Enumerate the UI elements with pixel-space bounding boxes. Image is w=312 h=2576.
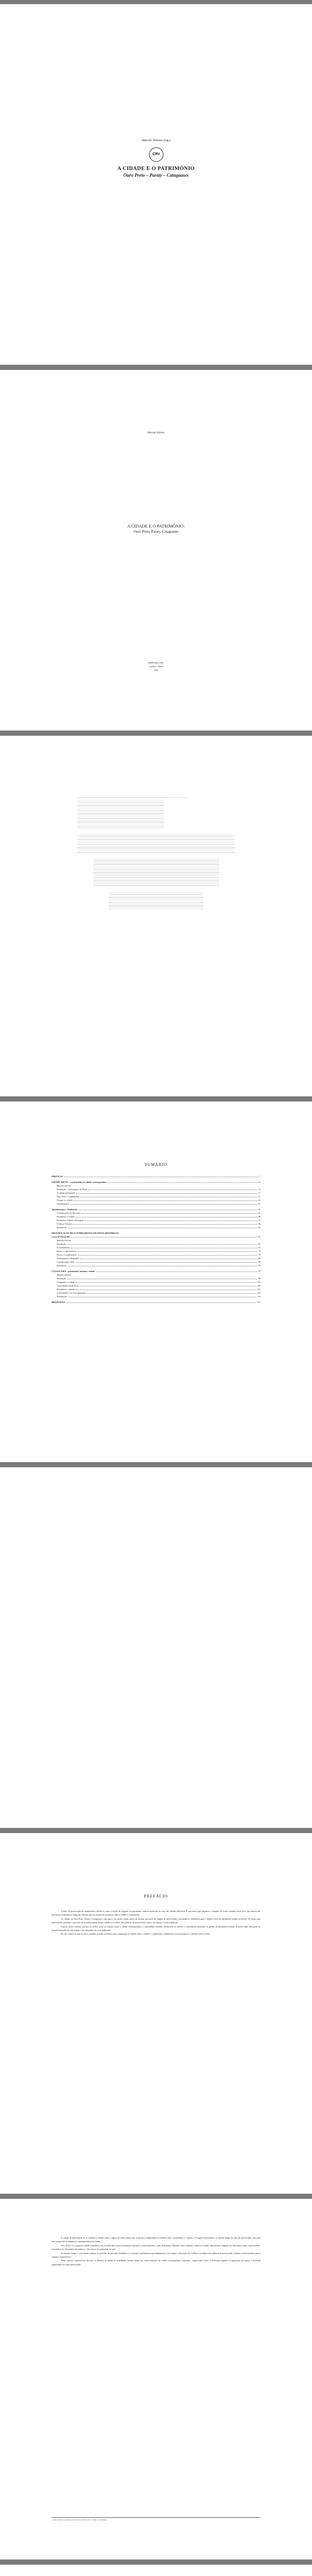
toc-row[interactable] [52, 1242, 260, 1246]
toc-title: o caso de Paraty/RJ [52, 1235, 70, 1238]
toc-leader [78, 1251, 257, 1252]
toc-title: Marcelo Silveira [57, 1274, 72, 1276]
toc-title: Introdução [57, 1277, 67, 1280]
toc-title: Apontamentos [57, 1202, 70, 1205]
toc-title: Referências [57, 1226, 67, 1229]
chapter-page [0, 2199, 312, 2560]
toc-row[interactable] [52, 1222, 260, 1226]
toc-row[interactable] [52, 1235, 260, 1239]
toc-title: IDENTIFICAÇÃO PELO TOMBAMENTO EM SÍTIOS HISTÓRICOS – [52, 1232, 120, 1234]
sumario-heading: SUMÁRIO [144, 1162, 168, 1167]
toc-row[interactable] [52, 1291, 260, 1295]
toc-row[interactable] [52, 1249, 260, 1253]
toc-title: A cidade patrimonial [57, 1192, 75, 1194]
toc-page: 97 [258, 1270, 260, 1273]
toc-row[interactable] [52, 1218, 260, 1222]
footnote: 1 Texto baseado na pesquisa de doutorado do autor sobre a cidade e o patrimônio. [52, 2517, 260, 2521]
toc-row[interactable] [52, 1246, 260, 1249]
toc-page: 17 [258, 1192, 260, 1194]
toc-row[interactable] [52, 1280, 260, 1284]
blank-page [0, 1467, 312, 1828]
toc-row[interactable] [52, 1269, 260, 1273]
toc-row[interactable] [52, 1260, 260, 1264]
toc-title: Paraty: o sítio histórico [57, 1250, 77, 1252]
toc-leader [76, 1262, 257, 1263]
toc-page: 21 [258, 1195, 260, 1198]
toc-page: 72 [258, 1246, 260, 1249]
prefacio-page [0, 1833, 312, 2194]
toc-page: 13 [258, 1188, 260, 1191]
toc-title: CIDADE PRETO – o patrimônio na cidade contemporânea [52, 1181, 107, 1183]
toc-leader [73, 1224, 257, 1225]
toc-title: O patrimônio modernista [57, 1284, 79, 1287]
toc-page: 99 [258, 1277, 260, 1280]
toc-leader [87, 1293, 256, 1294]
toc-page: 7 [259, 1175, 260, 1178]
toc-title: Introdução [57, 1243, 67, 1245]
toc-row[interactable] [52, 1198, 260, 1202]
toc-row[interactable] [52, 1226, 260, 1229]
toc-page: 35 [258, 1208, 260, 1211]
toc-page: 58 [258, 1223, 260, 1225]
toc-row[interactable] [52, 1175, 260, 1178]
toc-row[interactable] [52, 1264, 260, 1267]
table-of-contents [52, 1175, 260, 1304]
copyright-page [0, 736, 312, 1096]
toc-page: 112 [257, 1288, 260, 1291]
toc-page: 46 [258, 1215, 260, 1218]
toc-page: 124 [257, 1295, 260, 1298]
half-title-place: Curitiba – Brasil [149, 665, 163, 668]
toc-page: 31 [258, 1202, 260, 1205]
toc-title: BIOGRAFIAS [52, 1301, 65, 1303]
toc-leader [67, 1244, 257, 1245]
toc-leader [107, 1182, 257, 1183]
toc-leader [73, 1200, 257, 1201]
toc-page: 67 [258, 1235, 260, 1238]
toc-row[interactable] [52, 1184, 260, 1188]
toc-row[interactable] [52, 1191, 260, 1195]
cover-page [0, 4, 312, 365]
toc-page: 79 [258, 1253, 260, 1256]
toc-page: 118 [257, 1292, 260, 1294]
toc-page: 127 [257, 1301, 260, 1303]
toc-row[interactable] [52, 1253, 260, 1257]
toc-title: Patrimônio e Cidade [57, 1215, 75, 1218]
toc-title: Patrimônio e turismo [57, 1288, 75, 1291]
cover-editor: Marcelo Silveira (org.) [141, 139, 171, 142]
toc-row[interactable] [52, 1215, 260, 1218]
toc-page: 63 [258, 1226, 260, 1229]
toc-row[interactable] [52, 1208, 260, 1211]
toc-leader [76, 1282, 256, 1283]
toc-row[interactable] [52, 1295, 260, 1298]
toc-row[interactable] [52, 1273, 260, 1277]
toc-page: 84 [258, 1257, 260, 1260]
toc-page: 75 [258, 1250, 260, 1252]
toc-page: 52 [258, 1219, 260, 1222]
copyright-block [77, 798, 235, 909]
toc-leader [67, 1302, 256, 1303]
toc-page: 90 [258, 1261, 260, 1263]
toc-leader [70, 1204, 257, 1205]
toc-title: Ouro Preto e o patrimônio [57, 1195, 79, 1198]
toc-row[interactable] [52, 1284, 260, 1287]
toc-title: O patrimônio e os seus habitantes [57, 1292, 86, 1294]
prefacio-text: A ideia de preservação de monumentos históricos como a noção de conjunto ou patrimônio cultural aparecem no caso das cidades históricas. É essa busca que perpassa o conjunto de textos reunidos neste livro, que nasceu das discussões realizadas ao longo dos últimos anos no âmbito de pesquisas sobre a cidade e o patrimônio. As cidades de Ouro Preto, Paraty e Cataguases, cada uma a seu modo, foram objeto de atenção por parte dos órgãos de preservação, e tornaram-se referências para o debate acerca do patrimônio urbano no Brasil. Os textos aqui apresentados analisam o processo de reconhecimento destas cidades e os efeitos das políticas de preservação sobre o seu espaço e a sua população. A partir destes estudos, procura-se refletir sobre as relações entre a cidade contemporânea e o patrimônio herdado, destacando as tensões e contradições presentes na gestão do patrimônio urbano. A preservação não pode ser pensada apartada da vida urbana e das demandas dos seus habitantes. Por fim, espera-se que os textos reunidos possam contribuir para a ampliação do debate sobre a cidade e o patrimônio, estimulando novas pesquisas e reflexões sobre o tema. [52, 1910, 260, 1936]
toc-row[interactable] [52, 1287, 260, 1291]
toc-row[interactable] [52, 1195, 260, 1198]
toc-title: PREFÁCIO [52, 1175, 63, 1178]
toc-page: 106 [257, 1284, 260, 1287]
toc-title: O tombamento [57, 1246, 70, 1249]
toc-leader [81, 1213, 257, 1214]
toc-row[interactable] [52, 1211, 260, 1215]
toc-row[interactable] [52, 1257, 260, 1260]
toc-row[interactable] [52, 1180, 260, 1184]
prefacio-heading: PREFÁCIO [144, 1894, 168, 1899]
cover-title: A CIDADE E O PATRIMÔNIO [117, 166, 195, 172]
toc-page: 102 [257, 1281, 260, 1283]
toc-row[interactable] [52, 1239, 260, 1242]
half-title-year: 2016 [154, 669, 158, 671]
toc-title: Patrimônio Urbano e Paisagem [57, 1219, 84, 1222]
half-title-publisher: EDITORA CRV [148, 662, 164, 664]
half-title-editor: Marcelo Silveira [147, 432, 165, 434]
toc-row[interactable] [52, 1277, 260, 1280]
body-page [0, 2565, 312, 2576]
toc-leader [71, 1237, 257, 1238]
toc-title: Cataguases: a cidade [57, 1281, 75, 1283]
crv-logo: CRV [149, 147, 163, 162]
half-title-subtitle: Ouro Preto, Paraty, Cataguases [134, 530, 178, 534]
toc-title: Apontamentos e Tendências [52, 1208, 77, 1211]
toc-title: Referências [57, 1264, 67, 1267]
toc-page: 41 [258, 1212, 260, 1214]
toc-page: 93 [258, 1264, 260, 1267]
cover-subtitle: Ouro Preto – Paraty – Cataguases [123, 173, 189, 178]
toc-title: Tombamento e identidade [57, 1257, 79, 1260]
toc-title: CATAGUASES – patrimônio, turismo e cidade [52, 1270, 95, 1273]
toc-title: Referências [57, 1295, 67, 1298]
toc-title: Marcelo Silveira [57, 1239, 72, 1242]
toc-row[interactable] [52, 1202, 260, 1206]
toc-title: Políticas Urbanas [57, 1223, 72, 1225]
toc-row[interactable] [52, 1188, 260, 1191]
toc-leader [76, 1193, 257, 1194]
toc-page: 11 [258, 1181, 260, 1183]
toc-row[interactable] [52, 1300, 260, 1304]
toc-title: Marcelo Silveira [57, 1184, 72, 1187]
sumario-page [0, 1101, 312, 1462]
toc-page: 69 [258, 1243, 260, 1245]
toc-title: Introdução – A Formação da Nação [57, 1188, 88, 1191]
toc-title: O lugar e a cidade [57, 1199, 73, 1201]
toc-title: Paraty e o tombamento [57, 1253, 77, 1256]
chapter-text: É a partir da importância de se valorizar a cidade como o espaço da vida coletiva que se procura compreender as relações entre o patrimônio e o urbano. Os lugares de memória, ao mesmo tempo em que são preservados, precisam estar integrados às dinâmicas contemporâneas da cidade. Ouro Preto foi a primeira cidade brasileira a ser reconhecida como monumento nacional e, posteriormente, como Patrimônio Mundial. Essa condição conferiu à cidade uma posição singular nas discussões sobre a preservação, tornando-a um laboratório das práticas e das teorias do patrimônio no país. Ao mesmo tempo, o crescimento urbano, as pressões do mercado imobiliário e o turismo transformaram profundamente o seu espaço, colocando em evidência os limites das políticas de preservação voltadas exclusivamente para o conjunto arquitetônico. Nesse sentido, interessa-nos discutir os desafios da gestão do patrimônio urbano diante das transformações da cidade contemporânea, buscando compreender como os diferentes agentes se apropriam do espaço e atribuem significados aos bens preservados. [52, 2236, 260, 2266]
toc-leader [78, 1255, 257, 1256]
half-title-title: A CIDADE E O PATRIMÔNIO: [127, 523, 185, 529]
toc-page: 25 [258, 1199, 260, 1201]
toc-row[interactable] [52, 1231, 260, 1235]
toc-title: Considerações do Presente [57, 1212, 80, 1214]
half-title-page [0, 370, 312, 731]
toc-title: Considerações finais [57, 1261, 75, 1263]
